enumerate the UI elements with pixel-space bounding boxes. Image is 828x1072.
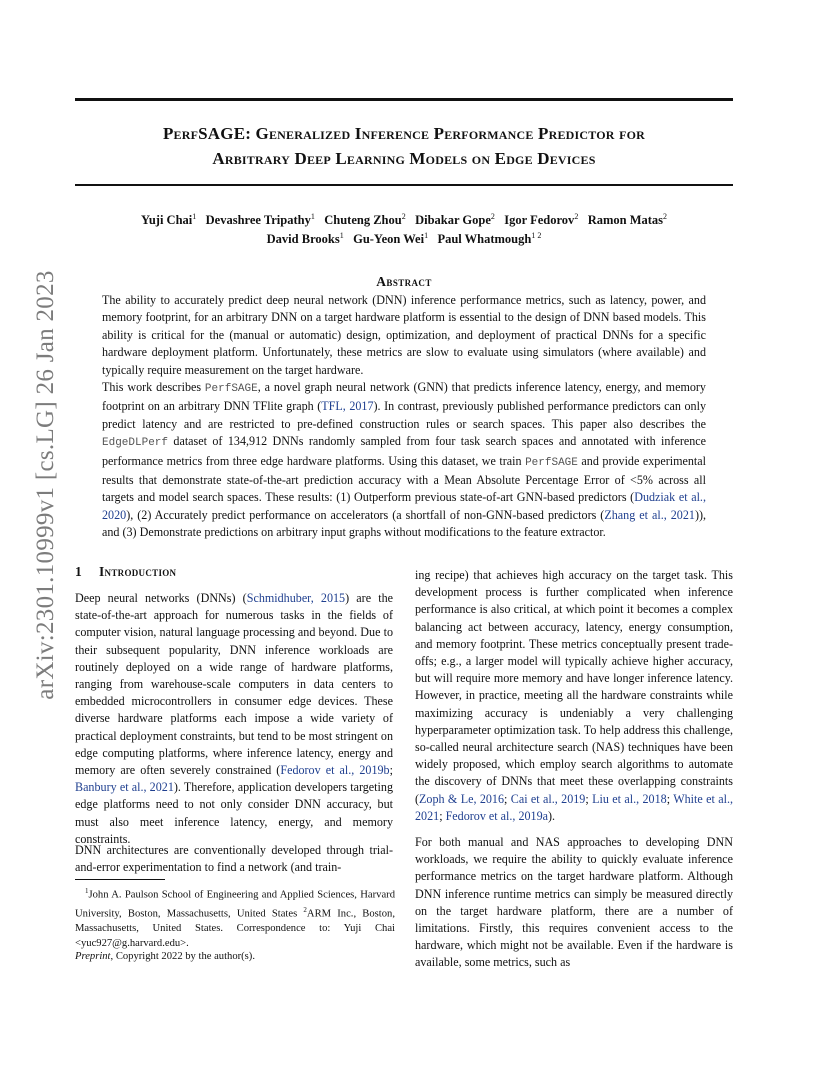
paper-title bbox=[75, 121, 733, 171]
title-line-1: PerfSAGE: Generalized Inference Performance Predictor for bbox=[162, 124, 646, 143]
citation-link[interactable]: Fedorov et al., 2019b bbox=[280, 763, 390, 778]
citation-link[interactable]: Banbury et al., 2021 bbox=[75, 780, 174, 795]
author: Ramon Matas$^2$ bbox=[587, 211, 668, 227]
citation-link[interactable]: TFL, 2017 bbox=[321, 399, 374, 414]
top-rule bbox=[75, 98, 733, 101]
author: Paul Whatmough$^{1 2}$ bbox=[437, 230, 542, 246]
citation-link[interactable]: White et al., 2021 bbox=[415, 791, 733, 823]
citation-link[interactable]: Schmidhuber, 2015 bbox=[246, 591, 346, 605]
citation-link[interactable]: Fedorov et al., 2019a bbox=[445, 808, 549, 823]
section-heading: 1 Introduction bbox=[75, 564, 177, 579]
author-line-1 bbox=[75, 211, 733, 230]
intro-paragraph-3: ing recipe) that achieves high accuracy on the target task. This development process is further complicated when inference performance is also critical, at which point it becomes a complex balancing act between accuracy, latency, energy consumption, and memory footprint. These metrics conceptually present trade-offs; e.g., a larger model will typically achieve higher accuracy, but will require more memory and have longer inference latency. However, in practice, meeting all the hardware constraints while maximizing accuracy is undeniably a very challenging hyperparameter optimization task. To help address this challenge, so-called neural architecture search (NAS) techniques have been widely proposed, which employ search algorithms to automate the discovery of DNNs that meet these overlapping constraints (Zoph & Le, 2016; Cai et al., 2019; Liu et al., 2018; White et al., 2021; Fedorov et al., 2019a). bbox=[415, 568, 733, 823]
author-line-2 bbox=[75, 230, 733, 249]
author: Dibakar Gope$^2$ bbox=[415, 211, 495, 227]
author: David Brooks$^1$ bbox=[266, 230, 344, 246]
author: Gu-Yeon Wei$^1$ bbox=[353, 230, 429, 246]
author: Yuji Chai$^1$ bbox=[140, 211, 197, 227]
intro-paragraph-4: For both manual and NAS approaches to developing DNN workloads, we require the ability to quickly evaluate inference performance metrics on the target hardware platform. Although DNN inference runtime metrics can simply be measured directly on the target hardware platform, there are a number of limitations. Firstly, this requires convenient access to the hardware, which might not be available. Even if the hardware is available, some metrics, such as bbox=[415, 835, 733, 970]
footnote: $^1$John A. Paulson School of Engineering and Applied Sciences, Harvard University, Boston, Massachusetts, United States $^2$ARM Inc., Boston, Massachusetts, United States. Correspondence to: Yuji Chai <yuc927@g.harvard.edu>. bbox=[75, 887, 395, 949]
preprint-note: Preprint, Copyright 2022 by the author(s). bbox=[75, 951, 255, 962]
code-perfsage: PerfSAGE bbox=[525, 456, 578, 469]
title-bottom-rule bbox=[75, 184, 733, 186]
abstract-paragraph-2: This work describes PerfSAGE, a novel graph neural network (GNN) that predicts inference latency, energy, and memory footprint on an arbitrary DNN TFlite graph (TFL, 2017). In contrast, previously published performance predictors can only predict latency and are restricted to pre-defined construction rules or search spaces. This paper also describes the EdgeDLPerf dataset of 134,912 DNNs randomly sampled from four task search spaces and annotated with inference performance metrics from three edge hardware platforms. Using this dataset, we train PerfSAGE and provide experimental results that demonstrate state-of-the-art prediction accuracy with a Mean Absolute Percentage Error of <5% across all targets and model search spaces. These results: (1) Outperform previous state-of-art GNN-based predictors (Dudziak et al., 2020), (2) Accurately predict performance on accelerators (a shortfall of non-GNN-based predictors (Zhang et al., 2021)), and (3) Demonstrate predictions on arbitrary input graphs without modifications to the feature extractor. bbox=[102, 380, 707, 540]
code-perfsage: PerfSAGE bbox=[204, 383, 258, 395]
abstract-heading: Abstract bbox=[376, 274, 432, 289]
code-edgedlperf: EdgeDLPerf bbox=[102, 437, 169, 450]
intro-paragraph-2: DNN architectures are conventionally developed through trial-and-error experimentation to find a network (and train- bbox=[75, 843, 393, 875]
footnote-rule bbox=[75, 879, 165, 880]
citation-link[interactable]: Dudziak et al., 2020 bbox=[102, 490, 706, 522]
author: Igor Fedorov$^2$ bbox=[504, 211, 579, 227]
citation-link[interactable]: Zhang et al., 2021 bbox=[604, 507, 695, 522]
abstract-paragraph-1: The ability to accurately predict deep neural network (DNN) inference performance metrics, such as latency, power, and memory footprint, for an arbitrary DNN on a target hardware platform is essential to the design of DNN based models. This ability is critical for the (manual or automatic) design, optimization, and deployment of practical DNNs for a specific hardware deployment platform. Unfortunately, these metrics are slow to evaluate using simulators (where available) and typically require measurement on the target hardware. bbox=[102, 293, 706, 377]
author: Chuteng Zhou$^2$ bbox=[324, 211, 406, 227]
citation-link[interactable]: Cai et al., 2019 bbox=[510, 791, 586, 806]
citation-link[interactable]: Zoph & Le, 2016 bbox=[419, 791, 505, 806]
arxiv-stamp: arXiv:2301.10999v1 [cs.LG] 26 Jan 2023 bbox=[32, 270, 59, 700]
author-list bbox=[75, 211, 733, 249]
title-line-2: Arbitrary Deep Learning Models on Edge Devices bbox=[212, 149, 596, 168]
citation-link[interactable]: Liu et al., 2018 bbox=[592, 791, 667, 806]
intro-paragraph-1: Deep neural networks (DNNs) (Schmidhuber, 2015) are the state-of-the-art approach for numerous tasks in the fields of computer vision, natural language processing and beyond. Due to their subsequent popularity, DNN inference workloads are routinely deployed on a wide range of hardware platforms, ranging from warehouse-scale computers in data centers to embedded microcontrollers in consumer edge devices. These diverse hardware platforms each impose a wide variety of practical deployment constraints, but tend to be most stringent on edge computing platforms, where inference latency, energy and memory are often severely constrained (Fedorov et al., 2019b; Banbury et al., 2021). Therefore, application developers targeting edge platforms need to not only consider DNN accuracy, but must also meet inference latency, energy, and memory constraints. bbox=[75, 591, 393, 846]
author: Devashree Tripathy$^1$ bbox=[205, 211, 315, 227]
